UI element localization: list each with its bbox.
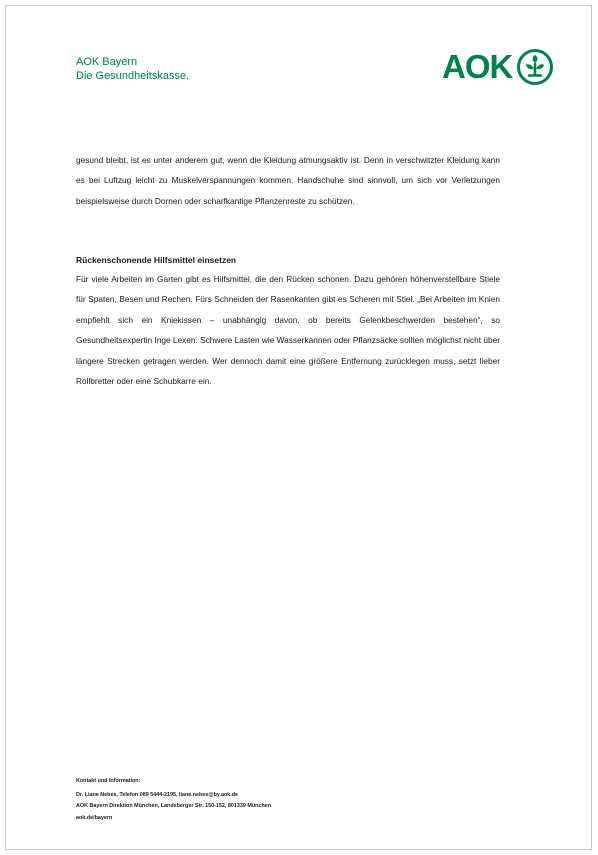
- body-paragraph-1: gesund bleibt, ist es unter anderem gut, wenn die Kleidung atmungsaktiv ist. Denn in verschwitzter Kleidung kann es bei Luftzug leicht zu Muskelverspannungen kommen. Handschuhe sind sinnvoll, um sich vor Verletzungen beispielsweise durch Dornen oder scharfkantige Pflanzenreste zu schützen.: [76, 155, 500, 206]
- organization-slogan: Die Gesundheitskasse.: [76, 70, 190, 82]
- organization-name-line1: AOK Bayern: [76, 56, 138, 68]
- body-paragraph-2: Für viele Arbeiten im Garten gibt es Hilfsmittel, die den Rücken schonen. Dazu gehören höhenverstellbare Stiele für Spaten, Besen und Rechen. Fürs Schneiden der Rasenkanten gibt es Scheren mit Stiel. „Bei Arbeiten im Knien empfiehlt sich ein Kniekissen – unabhängig davon, ob bereits Gelenkbeschwerden bestehen“, so Gesundheitsexpertin Inge Lexen. Schwere Lasten wie Wasserkannen oder Pflanzsäcke sollten möglichst nicht über längere Strecken getragen werden. Wer dennoch damit eine größere Entfernung zurücklegen muss, setzt lieber Rollbretter oder eine Schubkarre ein.: [76, 274, 500, 387]
- contact-heading: Kontakt und Information:: [76, 778, 141, 784]
- website-link[interactable]: aok.de/bayern: [76, 815, 113, 822]
- aok-logo: [442, 49, 560, 85]
- contact-address: AOK Bayern Direktion München, Landsberger Str. 150-152, 801339 München: [76, 802, 272, 809]
- contact-person: Dr. Liane Nebes, Telefon 089 5444-2195, liane.nebes@by.aok.de: [76, 791, 239, 798]
- organization-name: [76, 55, 189, 83]
- contact-footer: [76, 776, 271, 824]
- section-heading: Rückenschonende Hilfsmittel einsetzen: [76, 255, 237, 265]
- document-page: [5, 5, 592, 850]
- aok-logo-text: AOK: [442, 48, 513, 85]
- tree-emblem-icon: [516, 48, 554, 86]
